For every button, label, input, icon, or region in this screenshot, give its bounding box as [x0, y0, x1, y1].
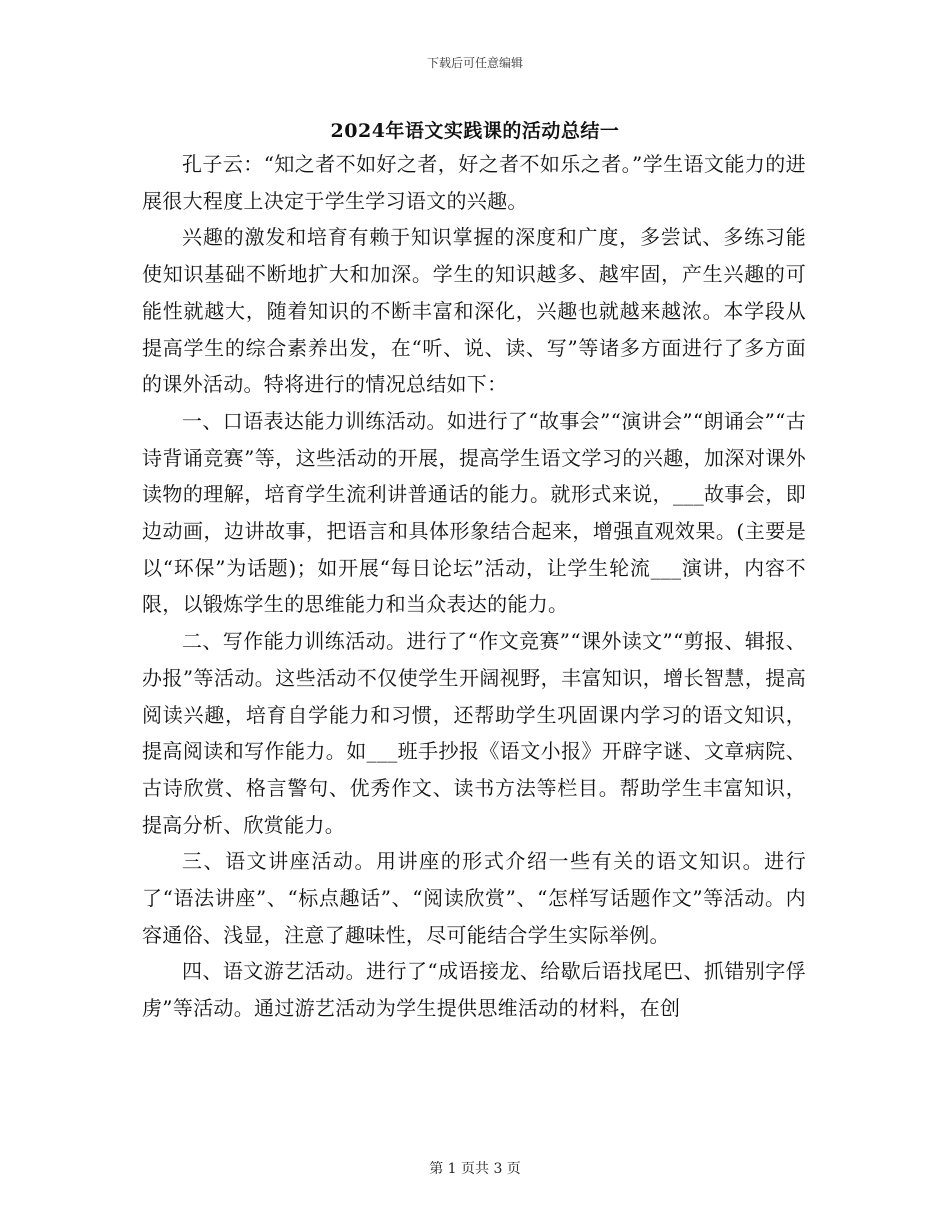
document-title: 2024年语文实践课的活动总结一: [330, 120, 620, 142]
paragraph-oral-training: 一、口语表达能力训练活动。如进行了“故事会”“演讲会”“朗诵会”“古诗背诵竞赛”等，这些活动的开展，提高学生语文学习的兴趣，加深对课外读物的理解，培育学生流利讲普通话的能力。就形式来说，___故事会，即边动画，边讲故事，把语言和具体形象结合起来，增强直观效果。(主要是以“环保”为话题)；如开展“每日论坛”活动，让学生轮流___演讲，内容不限，以锻炼学生的思维能力和当众表达的能力。: [142, 408, 806, 617]
paragraph-intro: 孔子云：“知之者不如好之者，好之者不如乐之者。”学生语文能力的进展很大程度上决定于学生学习语文的兴趣。: [142, 152, 806, 213]
paragraph-interest: 兴趣的激发和培育有赖于知识掌握的深度和广度，多尝试、多练习能使知识基础不断地扩大和加深。学生的知识越多、越牢固，产生兴趣的可能性就越大，随着知识的不断丰富和深化，兴趣也就越来越浓。本学段从提高学生的综合素养出发，在“听、说、读、写”等诸多方面进行了多方面的课外活动。特将进行的情况总结如下：: [142, 225, 806, 397]
paragraph-writing-training: 二、写作能力训练活动。进行了“作文竞赛”“课外读文”“剪报、辑报、办报”等活动。这些活动不仅使学生开阔视野，丰富知识，增长智慧，提高阅读兴趣，培育自学能力和习惯，还帮助学生巩固课内学习的语文知识，提高阅读和写作能力。如___班手抄报《语文小报》开辟字谜、文章病院、古诗欣赏、格言警句、优秀作文、读书方法等栏目。帮助学生丰富知识，提高分析、欣赏能力。: [142, 629, 806, 837]
document-body: [142, 146, 806, 1027]
page-header-note: 下载后可任意编辑: [426, 56, 523, 70]
paragraph-games: 四、语文游艺活动。进行了“成语接龙、给歇后语找尾巴、抓错别字俘虏”等活动。通过游艺活动为学生提供思维活动的材料，在创: [142, 959, 806, 1021]
page-number: 第 1 页共 3 页: [429, 1161, 521, 1177]
paragraph-lectures: 三、语文讲座活动。用讲座的形式介绍一些有关的语文知识。进行了“语法讲座”、“标点趣话”、“阅读欣赏”、“怎样写话题作文”等活动。内容通俗、浅显，注意了趣味性，尽可能结合学生实际举例。: [142, 849, 806, 947]
